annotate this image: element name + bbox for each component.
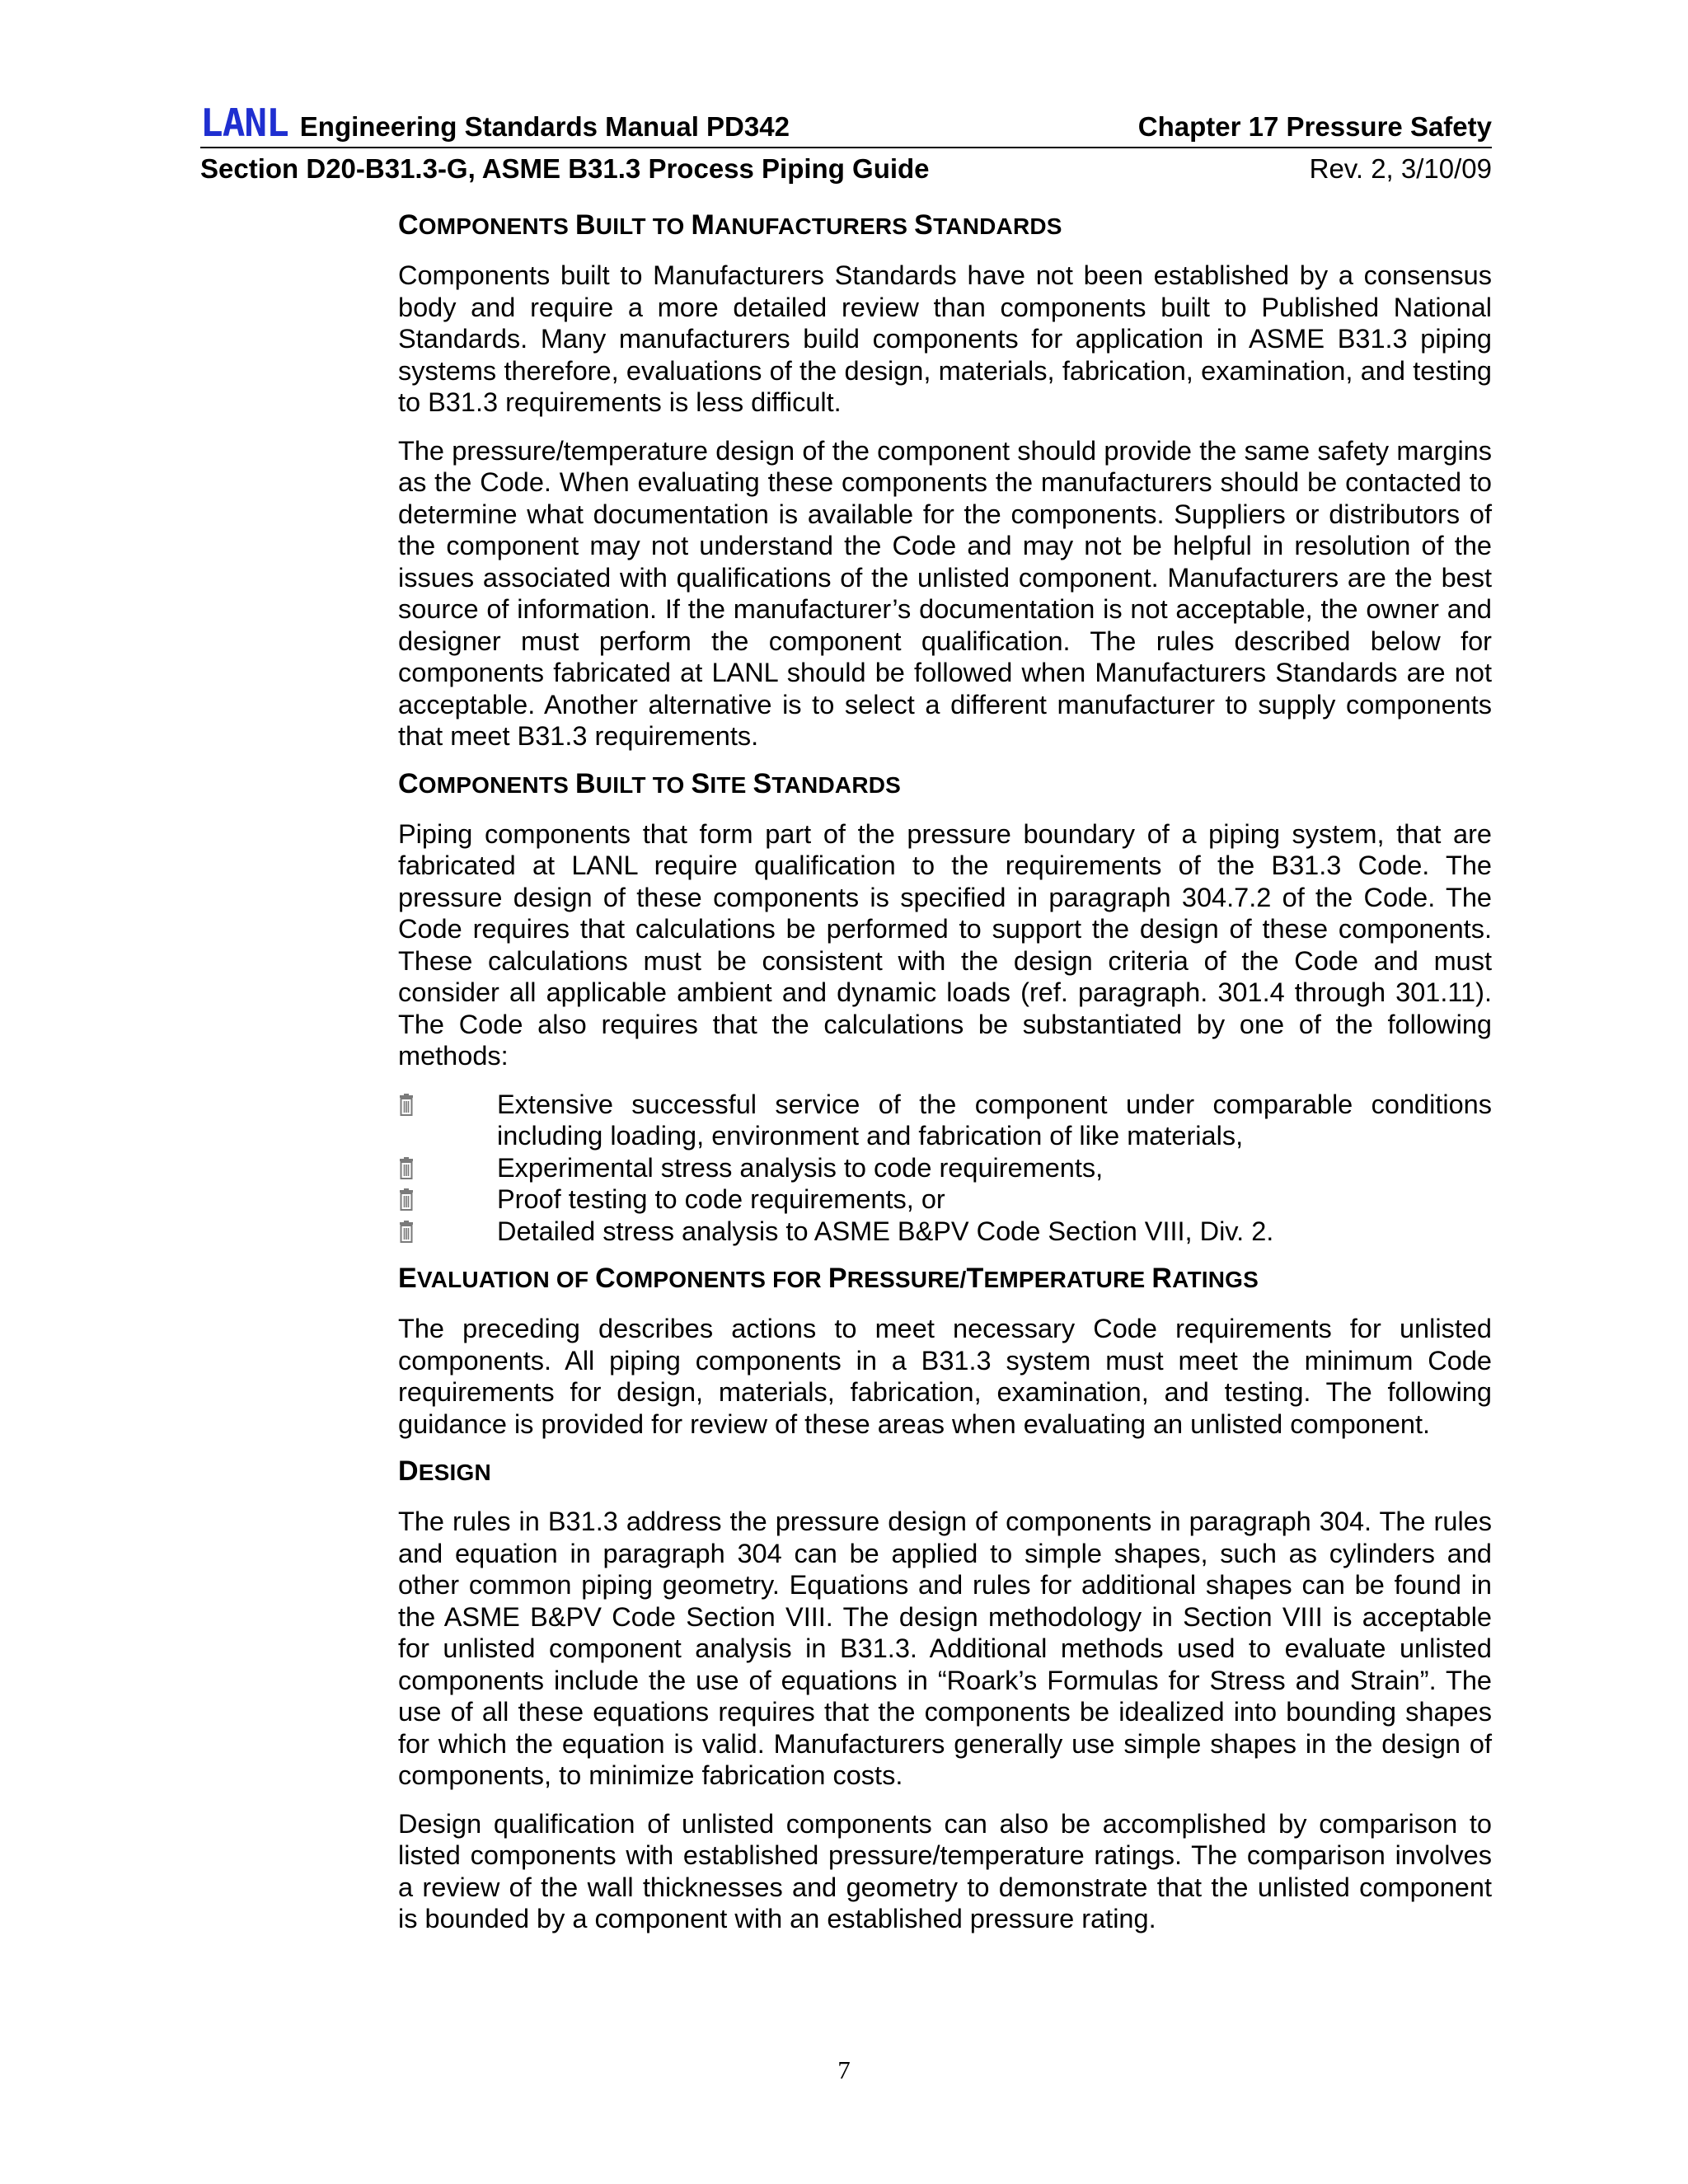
- paragraph: The preceding describes actions to meet necessary Code requirements for unlisted components. All piping components in a B31.3 system must meet the minimum Code requirements for design, materials, fabrication, examination, and testing. The following guidance is provided for review of these areas when evaluating an unlisted component.: [398, 1314, 1492, 1439]
- heading-manufacturers-standards: COMPONENTS BUILT TO MANUFACTURERS STANDARDS: [398, 209, 1062, 241]
- chapter-title: Chapter 17 Pressure Safety: [1137, 111, 1492, 142]
- section-title: Section D20-B31.3-G, ASME B31.3 Process Piping Guide: [200, 153, 930, 184]
- document-body: [398, 210, 1492, 1952]
- list-item: [398, 1152, 1492, 1184]
- paragraph: Design qualification of unlisted components can also be accomplished by comparison to listed components with established pressure/temperature ratings. The comparison involves a review of the wall thicknesses and geometry to demonstrate that the unlisted component is bounded by a component with an established pressure rating.: [398, 1808, 1492, 1933]
- page-number: 7: [837, 2055, 851, 2084]
- trash-can-icon: [398, 1216, 497, 1247]
- lanl-logo: LANL: [200, 101, 288, 145]
- manual-title: Engineering Standards Manual PD342: [299, 111, 790, 142]
- trash-can-icon: [398, 1152, 497, 1183]
- paragraph: Piping components that form part of the pressure boundary of a piping system, that are fabricated at LANL require qualification to the requirements of the B31.3 Code. The pressure design of these components is specified in paragraph 304.7.2 of the Code. The Code requires that calculations be performed to support the design of these components. These calculations must be consistent with the design criteria of the Code and must consider all applicable ambient and dynamic loads (ref. paragraph. 301.4 through 301.11). The Code also requires that the calculations be substantiated by one of the following methods:: [398, 818, 1492, 1071]
- heading-site-standards: COMPONENTS BUILT TO SITE STANDARDS: [398, 767, 902, 799]
- page-header: [200, 101, 1492, 185]
- trash-can-icon: [398, 1089, 497, 1120]
- list-item-text: Extensive successful service of the component under comparable conditions including loading, environment and fabrication of like materials,: [497, 1089, 1492, 1151]
- header-left: [200, 101, 790, 145]
- list-item: [398, 1089, 1492, 1152]
- methods-list: [398, 1089, 1492, 1248]
- heading-evaluation-ratings: EVALUATION OF COMPONENTS FOR PRESSURE/TEMPERATURE RATINGS: [398, 1263, 1259, 1294]
- revision-label: Rev. 2, 3/10/09: [1309, 153, 1492, 184]
- header-top-row: [200, 101, 1492, 148]
- paragraph: The rules in B31.3 address the pressure design of components in paragraph 304. The rules and equation in paragraph 304 can be applied to simple shapes, such as cylinders and other common piping geometry. Equations and rules for additional shapes can be found in the ASME B&PV Code Section VIII. The design methodology in Section VIII is acceptable for unlisted component analysis in B31.3. Additional methods used to evaluate unlisted components include the use of equations in “Roark’s Formulas for Stress and Strain”. The use of all these equations requires that the components be idealized into bounding shapes for which the equation is valid. Manufacturers generally use simple shapes in the design of components, to minimize fabrication costs.: [398, 1507, 1492, 1790]
- header-bottom-row: [200, 153, 1492, 185]
- list-item: [398, 1216, 1492, 1248]
- paragraph: The pressure/temperature design of the component should provide the same safety margins as the Code. When evaluating these components the manufacturers should be contacted to determine what documentation is available for the components. Suppliers or distributors of the component may not understand the Code and may not be helpful in resolution of the issues associated with qualifications of the unlisted component. Manufacturers are the best source of information. If the manufacturer’s documentation is not acceptable, the owner and designer must perform the component qualification. The rules described below for components fabricated at LANL should be followed when Manufacturers Standards are not acceptable. Another alternative is to select a different manufacturer to supply components that meet B31.3 requirements.: [398, 435, 1492, 751]
- list-item-text: Experimental stress analysis to code requirements,: [497, 1152, 1104, 1183]
- paragraph: Components built to Manufacturers Standards have not been established by a consensus body and require a more detailed review than components built to Published National Standards. Many manufacturers build components for application in ASME B31.3 piping systems therefore, evaluations of the design, materials, fabrication, examination, and testing to B31.3 requirements is less difficult.: [398, 260, 1492, 417]
- list-item-text: Proof testing to code requirements, or: [497, 1184, 945, 1214]
- list-item: [398, 1183, 1492, 1216]
- list-item-text: Detailed stress analysis to ASME B&PV Code Section VIII, Div. 2.: [497, 1216, 1274, 1246]
- heading-design: DESIGN: [398, 1455, 491, 1487]
- trash-can-icon: [398, 1183, 497, 1215]
